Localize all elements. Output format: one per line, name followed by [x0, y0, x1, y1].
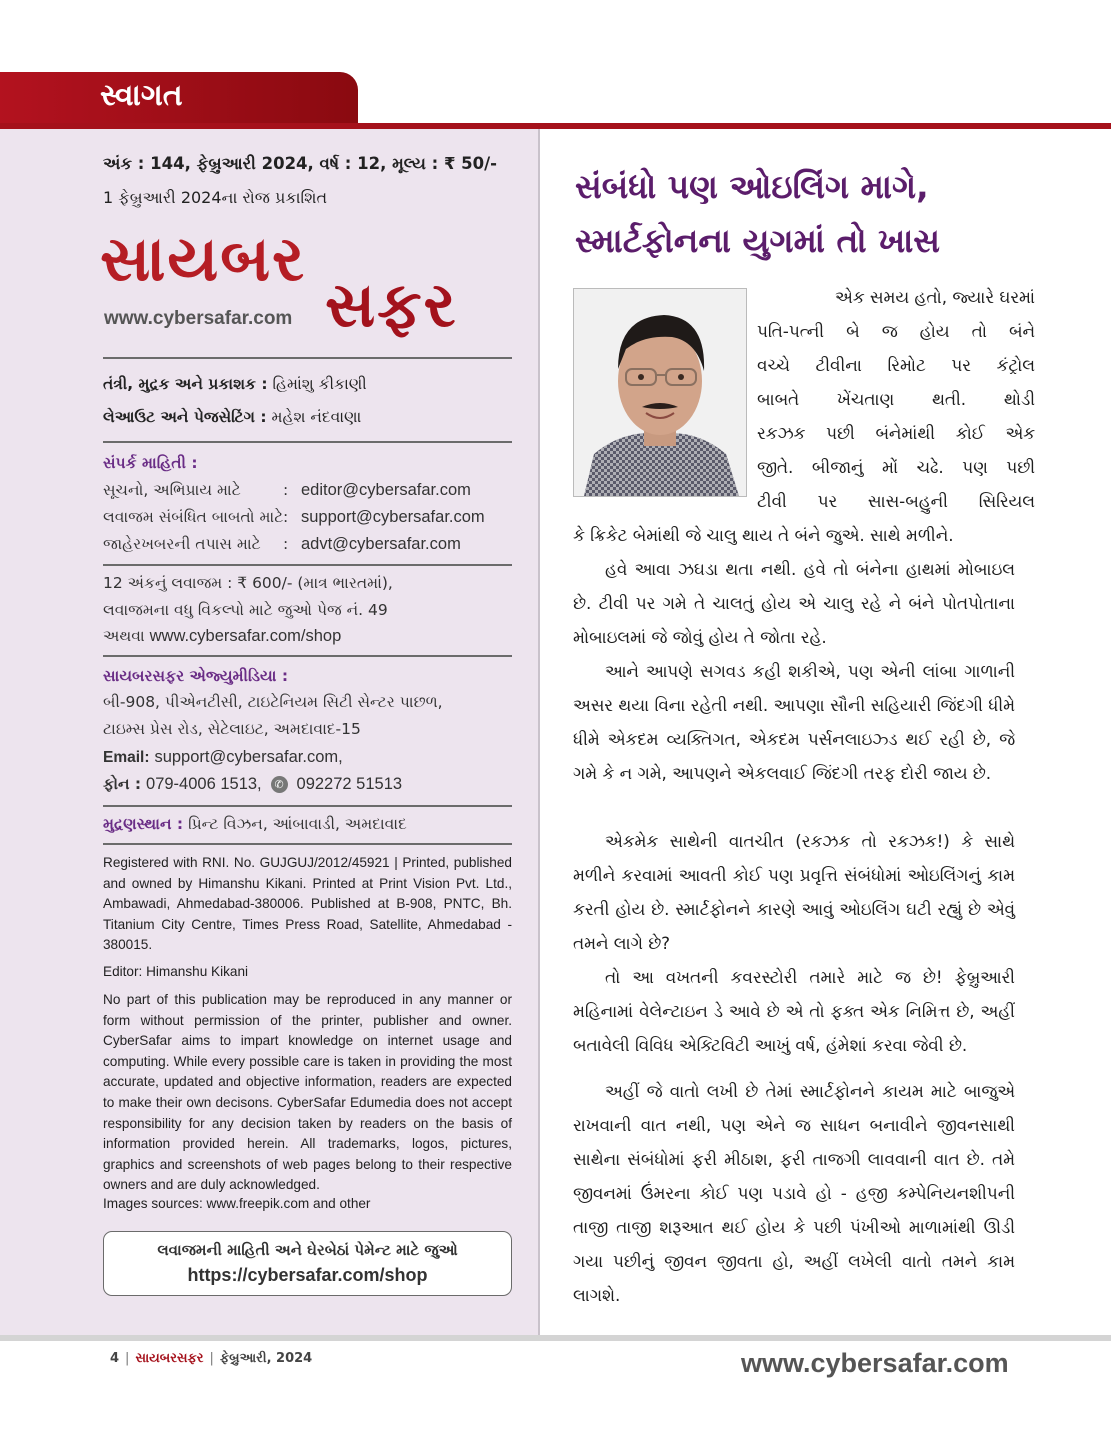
article-line: જીતે. બીજાનું મોં ચઢે. પણ પછી [757, 457, 1035, 477]
divider [103, 805, 512, 807]
credit-label: લેઆઉટ અને પેજસેટિંગ : [103, 408, 267, 426]
registration-text: Registered with RNI. No. GUJGUJ/2012/45921 | Printed, published and owned by Himanshu Kikani. Printed at Print Vision Pvt. Ltd., Ambawadi, Ahmedabad-380006. Published at B-908, PNTC, Bh. Titanium City Centre, Times Press Road, Satellite, Ahmedabad - 380015. [103, 855, 512, 953]
logo-text-top: સાયબર [100, 222, 307, 295]
printing-value: પ્રિન્ટ વિઝન, આંબાવાડી, અમદાવાદ [188, 815, 407, 833]
whatsapp-icon: ✆ [271, 776, 288, 793]
article-para-1-tail: કે ક્રિકેટ બેમાંથી જે ચાલુ થાય તે બંને જુએ. સાથે મળીને. [573, 525, 954, 545]
footer-date: ફેબ્રુઆરી, 2024 [219, 1351, 313, 1366]
credit-value: હિમાંશુ કીકાણી [272, 375, 367, 393]
article-para-2: હવે આવા ઝઘડા થતા નથી. હવે તો બંનેના હાથમાં મોબાઇલ છે. ટીવી પર ગમે તે ચાલતું હોય એ ચાલુ રહે ને બંને પોતપોતાના મોબાઇલમાં જે જોવું હોય તે જોતા રહે. [573, 559, 1015, 647]
published-line: 1 ફેબ્રુઆરી 2024ના રોજ પ્રકાશિત [103, 188, 328, 207]
printing-label: મુદ્રણસ્થાન : [103, 815, 184, 833]
office-phone [103, 775, 402, 794]
editor-text: Editor: Himanshu Kikani [103, 964, 249, 979]
printing-place [103, 815, 407, 834]
office-heading: સાયબરસફર એજ્યુમીડિયા : [103, 667, 289, 685]
email-label: Email: [103, 749, 150, 766]
subscription-options: લવાજમના વધુ વિકલ્પો માટે જુઓ પેજ નં. 49 [103, 601, 388, 619]
whatsapp-number: 092272 51513 [296, 775, 403, 793]
article-para-5: તો આ વખતની કવરસ્ટોરી તમારે માટે જ છે! ફેબ્રુઆરી મહિનામાં વેલેન્ટાઇન ડે આવે છે એ તો ફક્ત એક નિમિત્ત છે, અહીં બતાવેલી વિવિધ એક્ટિવિટી આખું વર્ષ, હંમેશાં કરવા જેવી છે. [573, 967, 1015, 1055]
email-link[interactable]: support@cybersafar.com, [154, 748, 343, 766]
subscription-price: 12 અંકનું લવાજમ : ₹ 600/- (માત્ર ભારતમાં), [103, 574, 393, 592]
section-tab [0, 72, 358, 127]
article-title-line: સંબંધો પણ ઓઇલિંગ માગે, [575, 167, 929, 206]
divider [103, 843, 512, 845]
contact-email[interactable]: editor@cybersafar.com [301, 481, 471, 499]
contact-sep: : [283, 508, 289, 526]
divider [103, 564, 512, 566]
article-title-line: સ્માર્ટફોનના યુગમાં તો ખાસ [575, 221, 941, 260]
article-para-4: એકમેક સાથેની વાતચીત (રકઝક તો રકઝક!) કે સાથે મળીને કરવામાં આવતી કોઈ પણ પ્રવૃત્તિ સંબંધોમાં ઓઇલિંગનું કામ કરતી હોય છે. સ્માર્ટફોનને કારણે આવું ઓઇલિંગ ઘટી રહ્યું છે એવું તમને લાગે છે? [573, 831, 1015, 953]
phone-label: ફોન : [103, 775, 142, 793]
article-line: ટીવી પર સાસ-બહુની સિરિયલ [757, 491, 1035, 511]
article-line: રકઝક પછી બંનેમાંથી કોઈ એક [757, 423, 1035, 443]
contact-email[interactable]: support@cybersafar.com [301, 508, 485, 526]
section-label: સ્વાગત [100, 78, 183, 113]
logo-text-bottom: સફર [325, 268, 458, 341]
office-address-1: બી-908, પીએનટીસી, ટાઇટેનિયમ સિટી સેન્ટર પાછળ, [103, 693, 443, 711]
subscription-box-url[interactable]: https://cybersafar.com/shop [187, 1265, 428, 1285]
footer-url[interactable]: www.cybersafar.com [741, 1348, 1009, 1378]
contact-label: જાહેરખબરની તપાસ માટે [103, 535, 261, 553]
footer-brand: સાયબરસફર [135, 1351, 204, 1366]
article-para-6: અહીં જે વાતો લખી છે તેમાં સ્માર્ટફોનને કાયમ માટે બાજુએ રાખવાની વાત નથી, પણ એને જ સાધન બનાવીને જીવનસાથી સાથેના સંબંધોમાં ફરી મીઠાશ, ફરી તાજગી લાવવાની વાત છે. તમે જીવનમાં ઉંમરના કોઈ પણ પડાવે હો - હજી કમ્પેનિયનશીપની તાજી તાજી શરૂઆત થઈ હોય કે પછી પંખીઓ માળામાંથી ઊડી ગયા પછીનું જીવન જીવતા હો, અહીં લખેલી વાતો તમને કામ લાગશે. [573, 1081, 1015, 1305]
credit-value: મહેશ નંદવાણા [271, 408, 362, 426]
article-para-3: આને આપણે સગવડ કહી શકીએ, પણ એની લાંબા ગાળાની અસર થયા વિના રહેતી નથી. આપણા સૌની સહિયારી જિંદગી ધીમે ધીમે એકદમ વ્યક્તિગત, એકદમ પર્સનલાઇઝ્ડ થઈ રહી છે, જે ગમે કે ન ગમે, આપણને એકલવાઈ જિંદગી તરફ દોરી જાય છે. [573, 661, 1015, 783]
article-line: પતિ-પત્ની બે જ હોય તો બંને [757, 321, 1035, 341]
editor-photo [573, 288, 747, 497]
credit-editor [103, 375, 367, 394]
credit-layout [103, 408, 361, 427]
office-address-2: ટાઇમ્સ પ્રેસ રોડ, સેટેલાઇટ, અમદાવાદ-15 [103, 720, 361, 738]
contact-sep: : [283, 535, 289, 553]
page-number: 4 [110, 1351, 120, 1366]
divider [103, 655, 512, 657]
contact-sep: : [283, 481, 289, 499]
contact-heading: સંપર્ક માહિતી : [103, 454, 198, 472]
logo-url[interactable]: www.cybersafar.com [104, 308, 293, 329]
article-title [575, 160, 1095, 268]
image-sources: Images sources: www.freepik.com and other [103, 1196, 371, 1211]
footer-rule [0, 1335, 1111, 1341]
disclaimer-text: No part of this publication may be reproduced in any manner or form without permission of the printer, publisher and owner. CyberSafar aims to impart knowledge on internet usage and computing. While every possible care is taken in providing the most accurate, updated and objective information, readers are expected to make their own decisons. CyberSafar Edumedia does not accept responsibility for any decision taken by readers on the basis of information provided herein. All trademarks, logos, pictures, graphics and screenshots of web pages belong to their respective owners and are duly acknowledged. [103, 992, 512, 1193]
divider [103, 441, 512, 443]
credit-label: તંત્રી, મુદ્રક અને પ્રકાશક : [103, 375, 268, 393]
subscription-box-text: લવાજમની માહિતી અને ઘેરબેઠાં પેમેન્ટ માટે જુઓ [157, 1241, 458, 1259]
contact-email[interactable]: advt@cybersafar.com [301, 535, 461, 553]
issue-line: અંક : 144, ફેબ્રુઆરી 2024, વર્ષ : 12, મૂલ્ય : ₹ 50/- [103, 154, 498, 173]
article-line: બાબતે ખેંચતાણ થતી. થોડી [757, 389, 1035, 409]
footer-folio: 4 | સાયબરસફર | ફેબ્રુઆરી, 2024 [110, 1351, 313, 1366]
divider [103, 357, 512, 359]
office-email [103, 748, 343, 767]
contact-label: સૂચનો, અભિપ્રાય માટે [103, 481, 241, 499]
shop-link[interactable]: www.cybersafar.com/shop [149, 627, 342, 645]
shop-prefix: અથવા [103, 627, 150, 645]
subscription-shop [103, 627, 341, 646]
article-line: એક સમય હતો, જ્યારે ઘરમાં [835, 287, 1035, 307]
article-intro [757, 280, 1035, 518]
contact-label: લવાજમ સંબંધિત બાબતો માટે [103, 508, 284, 526]
phone-number: 079-4006 1513, [146, 775, 262, 793]
subscription-box[interactable] [103, 1231, 512, 1296]
article-line: વચ્ચે ટીવીના રિમોટ પર કંટ્રોલ [757, 355, 1035, 375]
